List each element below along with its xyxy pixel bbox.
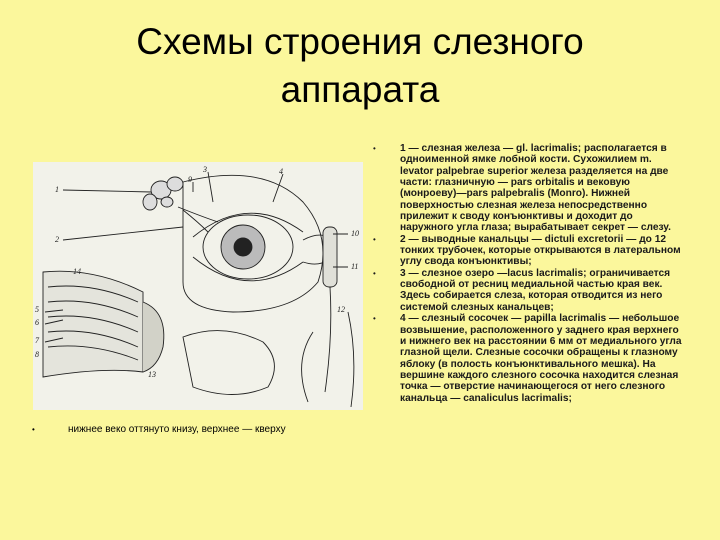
figure-caption [32,423,362,437]
slide-title [60,18,660,114]
list-item [373,234,685,268]
bullet-marker: • [373,234,376,244]
description-list [373,143,685,404]
item-text: — слезный сосочек — papilla lacrimalis — небольшое возвышение, расположенного у заднего края верхнего и нижнего век на расстоянии 6 мм от медиального угла глазной щели. Слезные сосочки обращены к глазному яблоку (в полость конъюнктивального мешка). На вершине каждого слезного сосочка находится слезная точка — отверстие начинающегося от него слезного канальца — canaliculus lacrimalis; [400,313,682,404]
figure-label: 10 [351,229,359,238]
item-number: 2 [400,233,406,245]
lacrimal-sac [323,227,337,287]
item-number: 1 [400,143,406,154]
item-text: — слезное озеро —lacus lacrimalis; ограничивается свободной от ресниц медиальной частью края век. Здесь собирается слеза, которая отводится из него системой слезных канальцев; [400,267,671,313]
lacrimal-gland-lobule [161,197,173,207]
figure-label: 1 [55,185,59,194]
lacrimal-gland-lobule [143,194,157,210]
pupil [234,238,252,256]
figure-label: 9 [188,175,192,184]
item-text: — слезная железа — gl. lacrimalis; располагается в одноименной ямке лобной кости. Сухожилием m. levator palpebrae superior железа разделяется на две части: глазничную — pars orbitalis и вековую (монроеву)—pars palpebralis (Monro). Нижней поверхностью слезная железа непосредственно прилежит к своду конъюнктивы и доходит до наружного угла глаза; вырабатывает секрет — слезу. [400,143,671,234]
figure-label: 6 [35,318,39,327]
bullet-marker: • [373,314,376,324]
bullet-marker: • [373,144,376,153]
figure-label: 14 [73,267,81,276]
figure-label: 3 [203,165,207,174]
list-item [373,313,685,404]
figure-label: 4 [279,167,283,176]
title-line-2: аппарата [280,69,440,110]
figure-label: 11 [351,262,359,271]
figure-label: 8 [35,350,39,359]
bullet-marker: • [32,425,35,434]
figure-label: 12 [337,305,345,314]
bullet-marker: • [373,268,376,278]
lacrimal-gland-lobule [167,177,183,191]
eyelid-section [43,271,143,377]
item-number: 4 [400,313,406,325]
figure-caption-text: нижнее веко оттянуто книзу, верхнее — кверху [68,424,286,435]
figure-label: 7 [35,336,39,345]
item-text: — выводные канальцы — dictuli excretorii — до 12 тонких трубочек, которые открываются в латеральном углу свода конъюнктивы; [400,233,681,268]
list-item [373,268,685,313]
lacrimal-apparatus-diagram [33,162,363,410]
figure-label: 5 [35,305,39,314]
title-line-1: Схемы строения слезного [136,21,584,62]
figure-label: 2 [55,235,59,244]
item-number: 3 [400,267,406,279]
list-item [373,143,685,234]
figure-label: 13 [148,370,156,379]
